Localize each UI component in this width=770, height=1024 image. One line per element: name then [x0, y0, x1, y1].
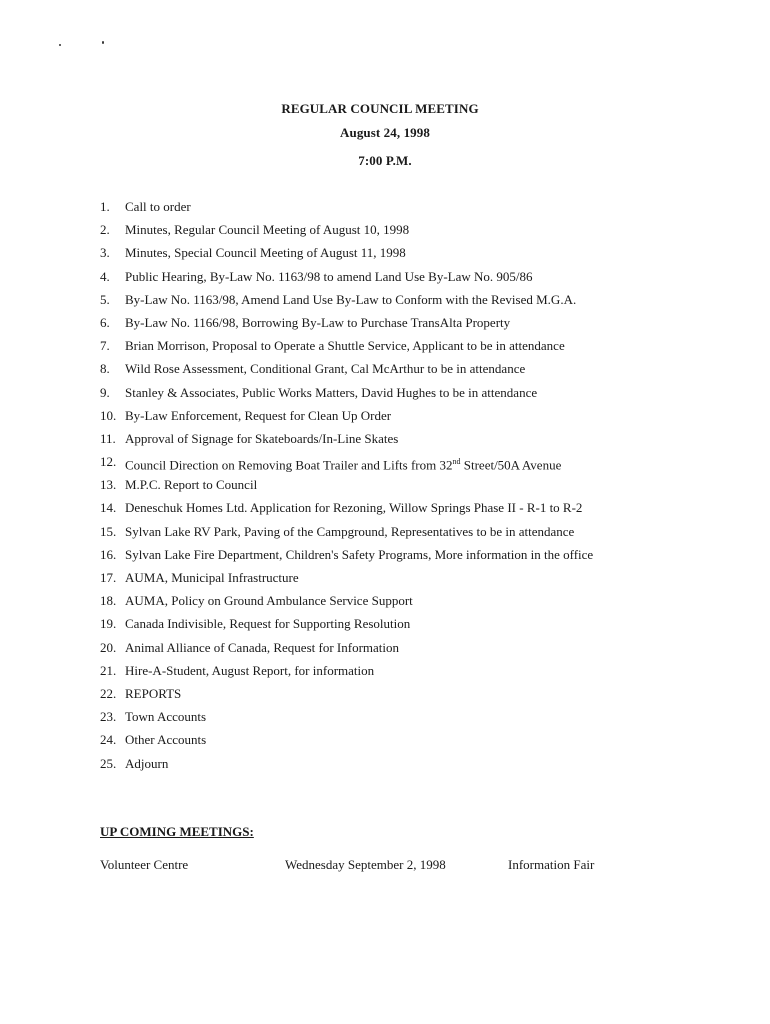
agenda-item-text: Minutes, Special Council Meeting of August 11, 1998: [125, 245, 406, 261]
agenda-item: [100, 546, 593, 569]
agenda-item-number: 16.: [100, 546, 117, 562]
agenda-item-number: 20.: [100, 639, 117, 655]
agenda-item-text: By-Law No. 1166/98, Borrowing By-Law to Purchase TransAlta Property: [125, 314, 511, 330]
agenda-item-text: Brian Morrison, Proposal to Operate a Shuttle Service, Applicant to be in attendance: [125, 338, 565, 354]
agenda-item: [100, 685, 593, 708]
agenda-item-text: AUMA, Municipal Infrastructure: [125, 570, 299, 585]
agenda-item-text: Hire-A-Student, August Report, for information: [125, 662, 375, 678]
agenda-item: [100, 360, 593, 383]
meeting-organization: Volunteer Centre: [100, 857, 189, 872]
agenda-item-number: 25.: [100, 755, 117, 771]
agenda-item-number: 8.: [100, 361, 110, 377]
agenda-item-text: Sylvan Lake RV Park, Paving of the Campground, Representatives to be in attendance: [125, 523, 575, 539]
agenda-item-text: Canada Indivisible, Request for Supporting Resolution: [125, 616, 411, 632]
agenda-item: [100, 592, 593, 615]
agenda-item: [100, 708, 593, 731]
agenda-item: [100, 499, 593, 522]
agenda-item: [100, 384, 593, 407]
agenda-item-text: Town Accounts: [125, 709, 207, 725]
agenda-item-text: REPORTS: [125, 685, 182, 701]
agenda-item-number: 3.: [100, 245, 110, 261]
agenda-item-text: AUMA, Policy on Ground Ambulance Service Support: [125, 593, 413, 609]
agenda-item: [100, 523, 593, 546]
agenda-item: [100, 407, 593, 430]
upcoming-meeting-row: [0, 857, 770, 875]
scan-speck: [102, 41, 104, 44]
agenda-item-number: 22.: [100, 685, 117, 701]
agenda-item: [100, 662, 593, 685]
agenda-item-text: Sylvan Lake Fire Department, Children's Safety Programs, More information in the office: [125, 546, 594, 562]
agenda-item-number: 18.: [100, 593, 117, 609]
agenda-item-text: Other Accounts: [125, 732, 207, 748]
agenda-item: [100, 430, 593, 453]
meeting-title: REGULAR COUNCIL MEETING: [281, 101, 479, 116]
agenda-item-text: M.P.C. Report to Council: [125, 477, 258, 493]
agenda-list: [100, 198, 593, 778]
agenda-item-text: Council Direction on Removing Boat Trailer and Lifts from 32nd Street/50A Avenue: [125, 457, 562, 473]
agenda-item-number: 17.: [100, 570, 117, 585]
agenda-item-text: Deneschuk Homes Ltd. Application for Rezoning, Willow Springs Phase II - R-1 to R-2: [125, 500, 583, 516]
agenda-item: [100, 198, 593, 221]
agenda-item-number: 9.: [100, 384, 110, 400]
scan-speck: [59, 44, 61, 46]
agenda-item-number: 1.: [100, 199, 110, 214]
agenda-item-number: 7.: [100, 338, 110, 354]
agenda-item-text: Call to order: [125, 199, 191, 214]
meeting-event: Information Fair: [508, 857, 595, 872]
agenda-item-text: Approval of Signage for Skateboards/In-Line Skates: [125, 430, 399, 446]
agenda-item: [100, 291, 593, 314]
agenda-item-text: Stanley & Associates, Public Works Matters, David Hughes to be in attendance: [125, 384, 538, 400]
agenda-item: [100, 639, 593, 662]
agenda-item-text: By-Law No. 1163/98, Amend Land Use By-Law to Conform with the Revised M.G.A.: [125, 291, 577, 307]
agenda-item-number: 13.: [100, 477, 117, 493]
agenda-item-text: By-Law Enforcement, Request for Clean Up Order: [125, 407, 392, 423]
agenda-item: [100, 453, 593, 476]
agenda-item: [100, 244, 593, 267]
agenda-item-text: Animal Alliance of Canada, Request for Information: [125, 639, 400, 655]
agenda-item-number: 10.: [100, 407, 117, 423]
agenda-item-number: 5.: [100, 291, 110, 307]
agenda-item-number: 19.: [100, 616, 117, 632]
agenda-item: [100, 755, 593, 778]
agenda-item: [100, 615, 593, 638]
agenda-item-number: 2.: [100, 222, 110, 238]
agenda-item: [100, 314, 593, 337]
agenda-item-number: 24.: [100, 732, 117, 748]
agenda-item: [100, 731, 593, 754]
agenda-item-number: 11.: [100, 430, 116, 446]
agenda-item-number: 4.: [100, 268, 110, 284]
agenda-item-number: 12.: [100, 454, 117, 470]
agenda-item-text: Minutes, Regular Council Meeting of August 10, 1998: [125, 222, 410, 238]
agenda-item-number: 21.: [100, 662, 117, 678]
agenda-item-number: 6.: [100, 314, 110, 330]
agenda-item-text: Public Hearing, By-Law No. 1163/98 to amend Land Use By-Law No. 905/86: [125, 268, 533, 284]
agenda-item-text: Adjourn: [125, 755, 169, 771]
agenda-item-number: 23.: [100, 709, 117, 725]
agenda-item-number: 14.: [100, 500, 117, 516]
agenda-item: [100, 337, 593, 360]
agenda-item-number: 15.: [100, 523, 117, 539]
agenda-item: [100, 268, 593, 291]
meeting-time: 7:00 P.M.: [358, 153, 412, 168]
agenda-item: [100, 569, 593, 592]
agenda-item: [100, 476, 593, 499]
meeting-date: August 24, 1998: [340, 125, 430, 140]
agenda-item-text: Wild Rose Assessment, Conditional Grant, Cal McArthur to be in attendance: [125, 361, 526, 377]
upcoming-meetings-heading: UP COMING MEETINGS:: [100, 824, 254, 839]
agenda-item: [100, 221, 593, 244]
meeting-date-entry: Wednesday September 2, 1998: [285, 857, 446, 872]
